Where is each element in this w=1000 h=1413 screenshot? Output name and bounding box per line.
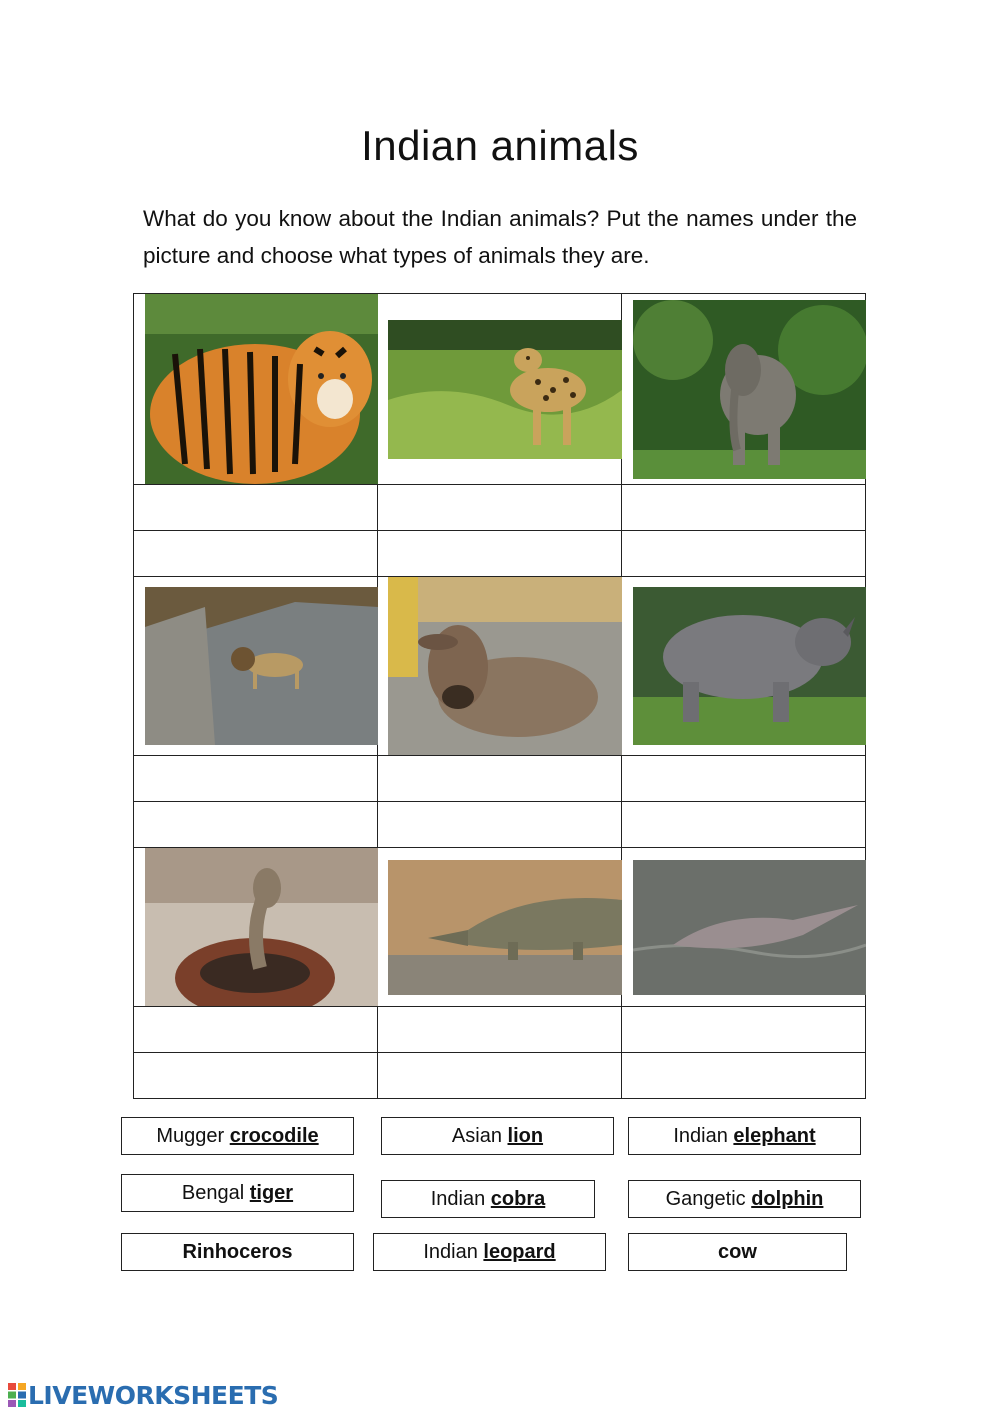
elephant-photo — [633, 300, 866, 479]
dolphin-photo — [633, 860, 866, 995]
animals-table — [133, 293, 866, 1099]
picture-cell — [378, 577, 622, 756]
instructions-text: What do you know about the Indian animals? Put the names under the picture and choose what types of animals they are. — [143, 206, 857, 268]
option-rhinoceros[interactable]: Rinhoceros — [121, 1233, 354, 1271]
picture-cell — [622, 577, 866, 756]
cow-photo — [388, 577, 622, 755]
liveworksheets-icon — [8, 1383, 26, 1407]
lion-photo — [145, 587, 378, 745]
picture-cell — [622, 848, 866, 1007]
cobra-photo — [145, 848, 378, 1006]
picture-cell — [134, 577, 378, 756]
option-mugger-crocodile[interactable]: Mugger crocodile — [121, 1117, 354, 1155]
picture-cell — [134, 848, 378, 1007]
picture-cell — [378, 294, 622, 485]
option-indian-leopard[interactable]: Indian leopard — [373, 1233, 606, 1271]
option-indian-cobra[interactable]: Indian cobra — [381, 1180, 595, 1218]
option-gangetic-dolphin[interactable]: Gangetic dolphin — [628, 1180, 861, 1218]
picture-cell — [378, 848, 622, 1007]
leopard-photo — [388, 320, 622, 459]
option-bengal-tiger[interactable]: Bengal tiger — [121, 1174, 354, 1212]
liveworksheets-logo: LIVEWORKSHEETS — [8, 1380, 278, 1410]
rhinoceros-photo — [633, 587, 866, 745]
picture-cell — [134, 294, 378, 485]
option-cow[interactable]: cow — [628, 1233, 847, 1271]
tiger-photo — [145, 294, 378, 484]
option-asian-lion[interactable]: Asian lion — [381, 1117, 614, 1155]
picture-cell — [622, 294, 866, 485]
option-indian-elephant[interactable]: Indian elephant — [628, 1117, 861, 1155]
crocodile-photo — [388, 860, 622, 995]
page-title: Indian animals — [361, 122, 639, 169]
